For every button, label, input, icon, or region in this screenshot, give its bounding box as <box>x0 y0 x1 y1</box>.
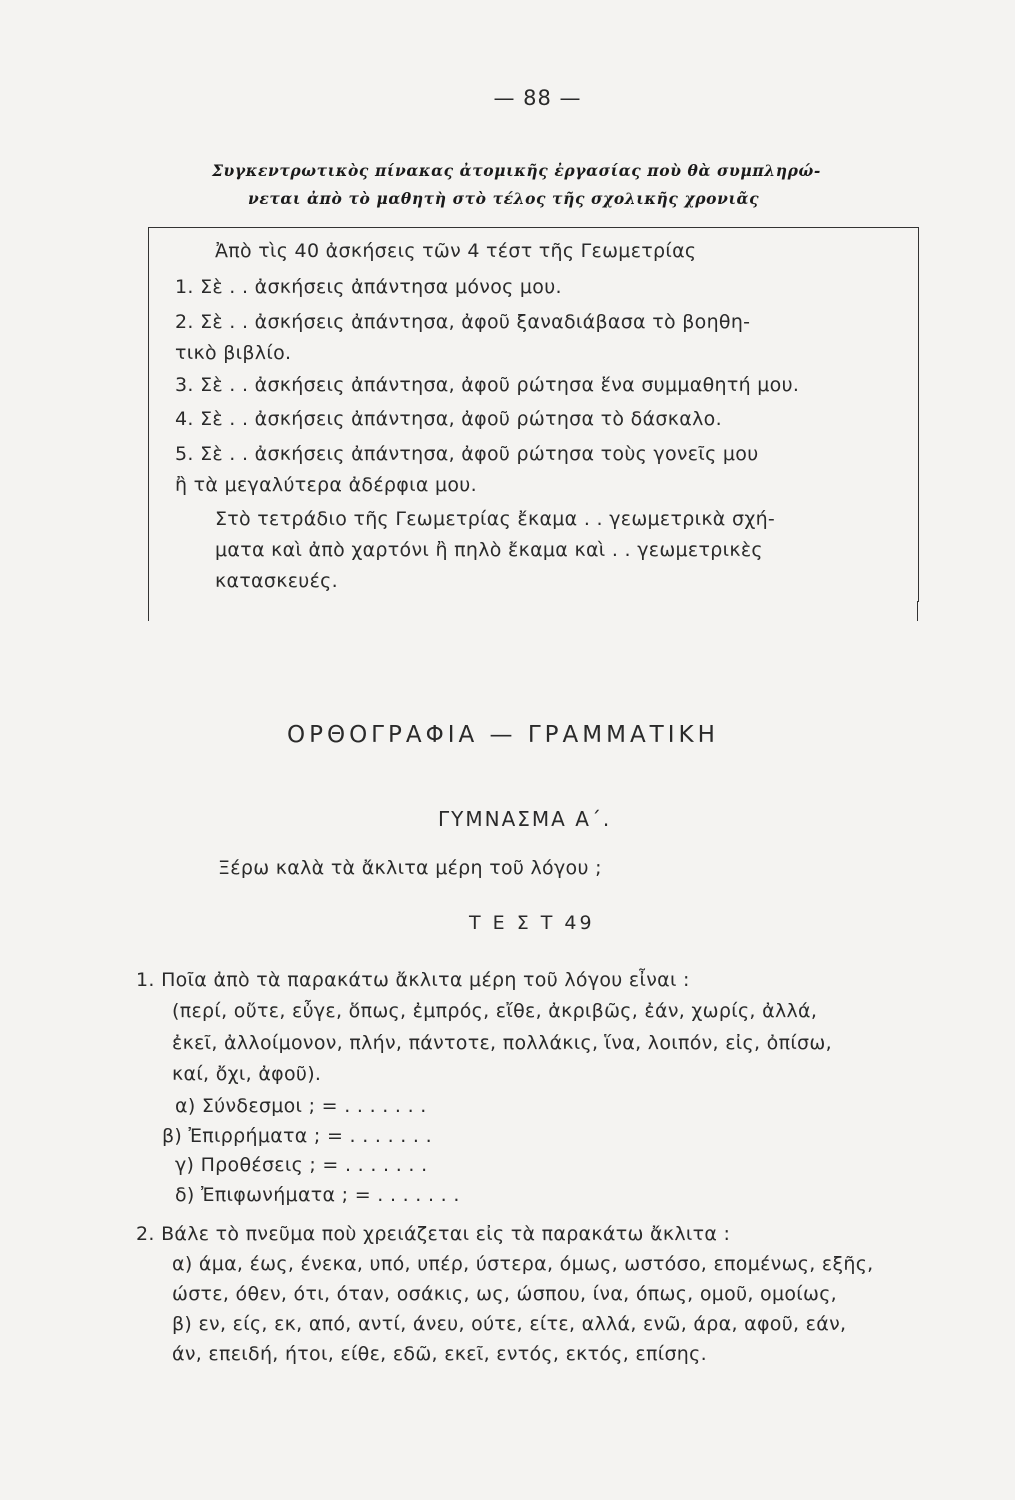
box-item-2: 2. Σὲ . . ἀσκήσεις ἀπάντησα, ἀφοῦ ξαναδιάβασα τὸ βοηθη- <box>175 311 751 333</box>
unit-question: Ξέρω καλὰ τὰ ἄκλιτα μέρη τοῦ λόγου ; <box>218 857 602 879</box>
exercise-1-words-1: (περί, οὔτε, εὖγε, ὅπως, ἐμπρός, εἴθε, ἀκριβῶς, ἐάν, χωρίς, ἀλλά, <box>172 1000 818 1022</box>
exercise-2-words-2: ώστε, όθεν, ότι, όταν, οσάκις, ως, ώσπου, ίνα, όπως, ομοῦ, ομοίως, <box>172 1283 838 1305</box>
exercise-1-a: α) Σύνδεσμοι ; = . . . . . . . <box>175 1095 427 1117</box>
box-right-tail <box>917 601 923 621</box>
exercise-1-c: γ) Προθέσεις ; = . . . . . . . <box>175 1154 428 1176</box>
summary-heading <box>212 157 821 213</box>
exercise-1-b: β) Ἐπιρρήματα ; = . . . . . . . <box>162 1125 432 1147</box>
box-left-tail <box>148 601 154 621</box>
exercise-1-words-3: καί, ὄχι, ἀφοῦ). <box>172 1063 322 1085</box>
exercise-2-words-3: β) εν, είς, εκ, από, αντί, άνευ, ούτε, είτε, αλλά, ενῶ, άρα, αφοῦ, εάν, <box>172 1313 847 1335</box>
box-notebook-1: Στὸ τετράδιο τῆς Γεωμετρίας ἔκαμα . . γεωμετρικὰ σχή- <box>215 508 776 530</box>
box-notebook-2: ματα καὶ ἀπὸ χαρτόνι ἢ πηλὸ ἔκαμα καὶ . . γεωμετρικὲς <box>215 539 763 561</box>
exercise-2-words-4: άν, επειδή, ήτοι, είθε, εδῶ, εκεῖ, εντός, εκτός, επίσης. <box>172 1343 707 1365</box>
box-item-4: 4. Σὲ . . ἀσκήσεις ἀπάντησα, ἀφοῦ ρώτησα τὸ δάσκαλο. <box>175 408 722 430</box>
box-intro: Ἀπὸ τὶς 40 ἀσκήσεις τῶν 4 τέστ τῆς Γεωμετρίας <box>215 240 697 262</box>
heading-line-1: Συγκεντρωτικὸς πίνακας ἀτομικῆς ἐργασίας ποὺ θὰ συμπληρώ- <box>212 161 821 180</box>
grade-subtitle: ΓΥΜΝΑΣΜΑ Α΄. <box>438 807 612 831</box>
box-notebook-3: κατασκευές. <box>215 570 338 592</box>
exercise-2-prompt: 2. Βάλε τὸ πνεῦμα ποὺ χρειάζεται εἰς τὰ παρακάτω ἄκλιτα : <box>136 1223 731 1245</box>
box-item-3: 3. Σὲ . . ἀσκήσεις ἀπάντησα, ἀφοῦ ρώτησα ἕνα συμμαθητή μου. <box>175 374 800 396</box>
exercise-2-words-1: α) άμα, έως, ένεκα, υπό, υπέρ, ύστερα, όμως, ωστόσο, επομένως, εξῆς, <box>172 1253 874 1275</box>
page-number: — 88 — <box>493 86 582 110</box>
box-item-1: 1. Σὲ . . ἀσκήσεις ἀπάντησα μόνος μου. <box>175 276 562 298</box>
section-title: ΟΡΘΟΓΡΑΦΙΑ — ΓΡΑΜΜΑΤΙΚΗ <box>287 722 719 748</box>
box-item-2-cont: τικὸ βιβλίο. <box>175 342 292 364</box>
box-item-5-cont: ἢ τὰ μεγαλύτερα ἀδέρφια μου. <box>175 474 477 496</box>
exercise-1-words-2: ἐκεῖ, ἀλλοίμονον, πλήν, πάντοτε, πολλάκις, ἵνα, λοιπόν, εἰς, ὀπίσω, <box>172 1032 832 1054</box>
box-item-5: 5. Σὲ . . ἀσκήσεις ἀπάντησα, ἀφοῦ ρώτησα τοὺς γονεῖς μου <box>175 443 759 465</box>
exercise-1-d: δ) Ἐπιφωνήματα ; = . . . . . . . <box>175 1184 460 1206</box>
exercise-1-prompt: 1. Ποῖα ἀπὸ τὰ παρακάτω ἄκλιτα μέρη τοῦ λόγου εἶναι : <box>136 969 690 991</box>
test-label: Τ Ε Σ Τ 49 <box>469 912 595 934</box>
heading-line-2: νεται ἀπὸ τὸ μαθητὴ στὸ τέλος τῆς σχολικῆς χρονιᾶς <box>248 189 760 208</box>
